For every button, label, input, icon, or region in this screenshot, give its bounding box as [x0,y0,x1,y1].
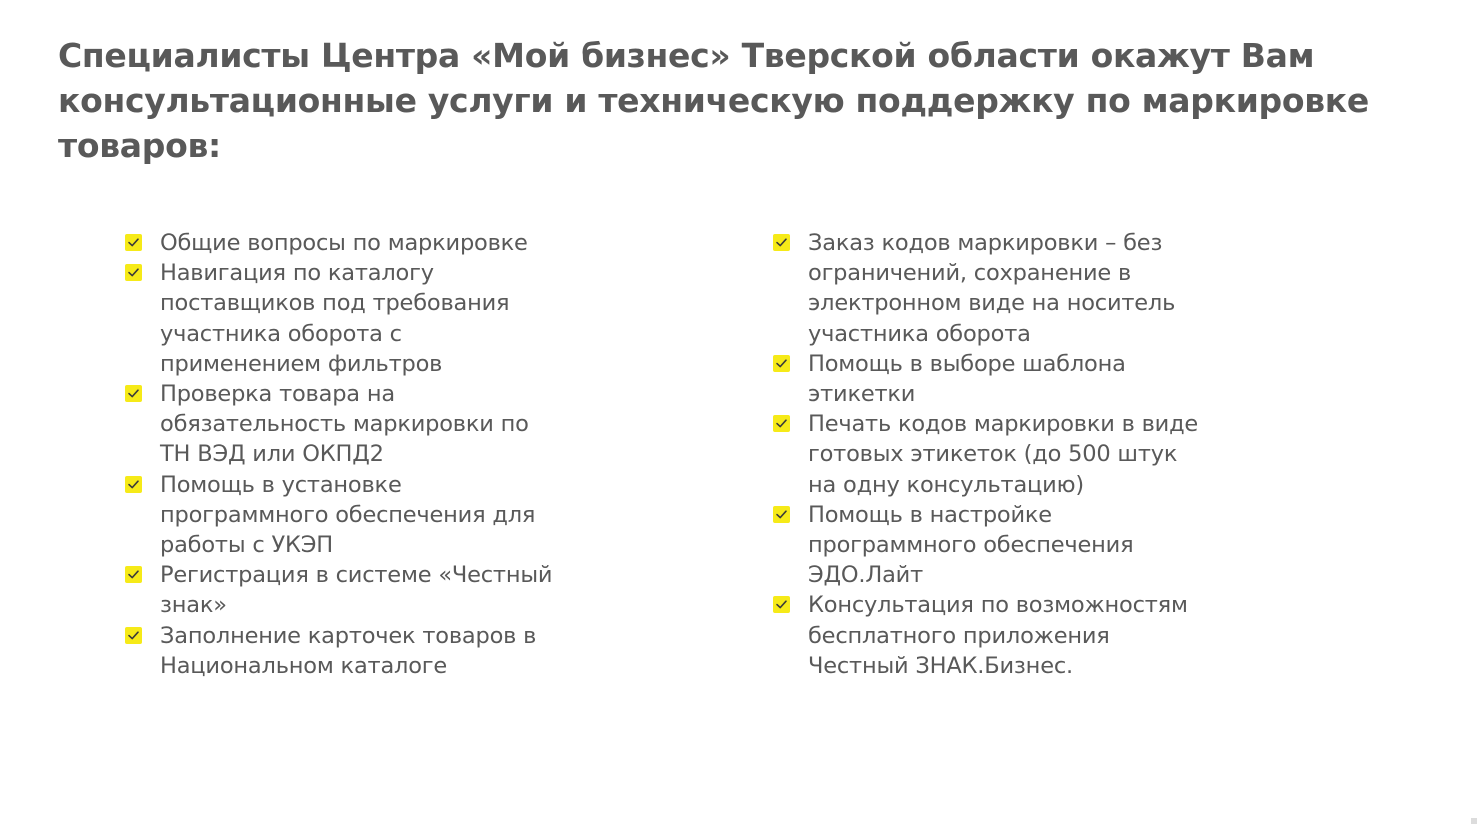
check-icon [773,506,790,523]
list-item-text: Помощь в выборе шаблона этикетки [808,350,1126,408]
services-list-left [125,228,555,681]
list-item [125,379,555,470]
list-item-text: Общие вопросы по маркировке [160,230,528,256]
list-item [125,258,555,379]
list-item-text: Помощь в установке программного обеспечения для работы с УКЭП [160,471,536,559]
list-item-text: Заполнение карточек товаров в Национальном каталоге [160,622,537,679]
list-item-text: Печать кодов маркировки в виде готовых этикеток (до 500 штук на одну консультацию) [808,411,1199,498]
list-item-text: Заказ кодов маркировки – без ограничений, сохранение в электронном виде на носитель участника оборота [808,230,1176,347]
list-item [125,470,555,561]
check-icon [125,476,142,493]
check-icon [773,415,790,432]
list-item [773,409,1203,500]
list-item-text: Регистрация в системе «Честный знак» [160,562,553,619]
list-item-text: Проверка товара на обязательность маркировки по ТН ВЭД или ОКПД2 [160,381,529,468]
check-icon [773,355,790,372]
list-item-text: Помощь в настройке программного обеспечения ЭДО.Лайт [808,501,1134,589]
page-title: Специалисты Центра «Мой бизнес» Тверской области окажут Вам консультационные услуги и техническую поддержку по маркировке товаров: [58,36,1369,165]
check-icon [773,234,790,251]
list-item-text: Навигация по каталогу поставщиков под требования участника оборота с применением фильтров [160,260,510,377]
list-item [773,590,1203,681]
list-item [773,349,1203,409]
slide-corner-mark [1471,818,1477,824]
services-list-right [773,228,1203,681]
list-item [773,500,1203,591]
check-icon [125,566,142,583]
list-item [125,621,555,681]
list-item [125,228,555,258]
check-icon [773,596,790,613]
check-icon [125,234,142,251]
list-item [125,560,555,620]
list-item-text: Консультация по возможностям бесплатного приложения Честный ЗНАК.Бизнес. [808,592,1188,679]
check-icon [125,385,142,402]
check-icon [125,264,142,281]
list-item [773,228,1203,349]
check-icon [125,627,142,644]
